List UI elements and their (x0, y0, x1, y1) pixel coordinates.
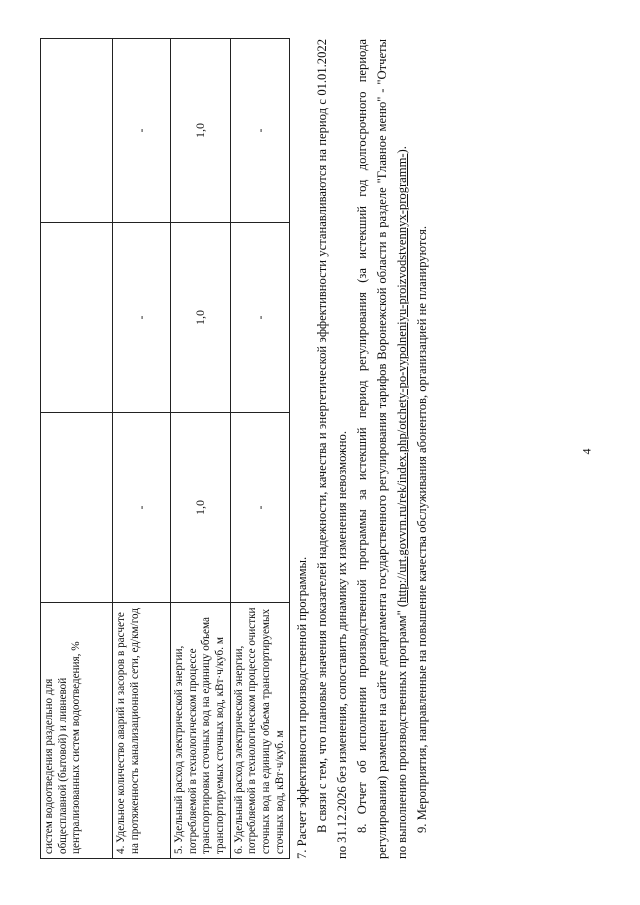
section-7-heading: 7. Расчет эффективности производственной программы. (295, 556, 309, 859)
section-7-body: В связи с тем, что плановые значения показателей надежности, качества и энергетической эффективности устанавливаются на период с 01.01.2022 по 31.12.2026 без изменения, сопоставить динамику их изменения невозможно. (315, 39, 349, 859)
table-row (171, 39, 231, 859)
table-cell-value: - (230, 39, 290, 223)
table-cell-label: 5. Удельный расход электрической энергии, потребляемой в технологическом процессе транспортировки сточных вод на единицу объема транспортируемых сточных вод, кВт·ч/куб. м (171, 603, 231, 859)
table-cell-value (41, 413, 113, 603)
reports-link[interactable]: http://urt.govvrn.ru/rek/index.php/otchety-po-vypolneniyu-proizvodstvennyx-programm- (395, 153, 409, 603)
table-cell-value: 1,0 (171, 413, 231, 603)
document-text (292, 39, 432, 859)
table-cell-value: - (230, 413, 290, 603)
table-cell-value: 1,0 (171, 223, 231, 413)
section-9-paragraph: 9. Мероприятия, направленные на повышение качества обслуживания абонентов, организацией не планируются. (415, 225, 429, 833)
table-cell-value: - (113, 223, 171, 413)
section-8-text: 8. Отчет об исполнении производственной программы за истекший период регулирования (за истекший год долгосрочного периода регулирования) размещен на сайте департамента государственного регулирования тарифов Воронежской области в разделе "Главное меню" - "Отчеты по выполнению производственных программ" ( (355, 39, 409, 859)
table-cell-label: систем водоотведения раздельно для общесплавной (бытовой) и ливневой централизованных систем водоотведения, % (41, 603, 113, 859)
table-row (41, 39, 113, 859)
table-row (230, 39, 290, 859)
table-cell-label: 6. Удельный расход электрической энергии, потребляемой в технологическом процессе очистки сточных вод на единицу объема транспортируемых сточных вод, кВт·ч/куб. м (230, 603, 290, 859)
indicators-table (40, 38, 290, 859)
table-row (113, 39, 171, 859)
rotated-content (40, 37, 600, 867)
table-cell-value (41, 39, 113, 223)
table-cell-value: - (230, 223, 290, 413)
section-8-end: ). (395, 146, 409, 154)
table-cell-value (41, 223, 113, 413)
table-cell-value: - (113, 39, 171, 223)
table-cell-value: 1,0 (171, 39, 231, 223)
page-number: 4 (579, 448, 594, 455)
section-8-paragraph (352, 39, 412, 859)
table-cell-label: 4. Удельное количество аварий и засоров в расчете на протяженность канализационной сети, ед/км/год (113, 603, 171, 859)
table-cell-value: - (113, 413, 171, 603)
